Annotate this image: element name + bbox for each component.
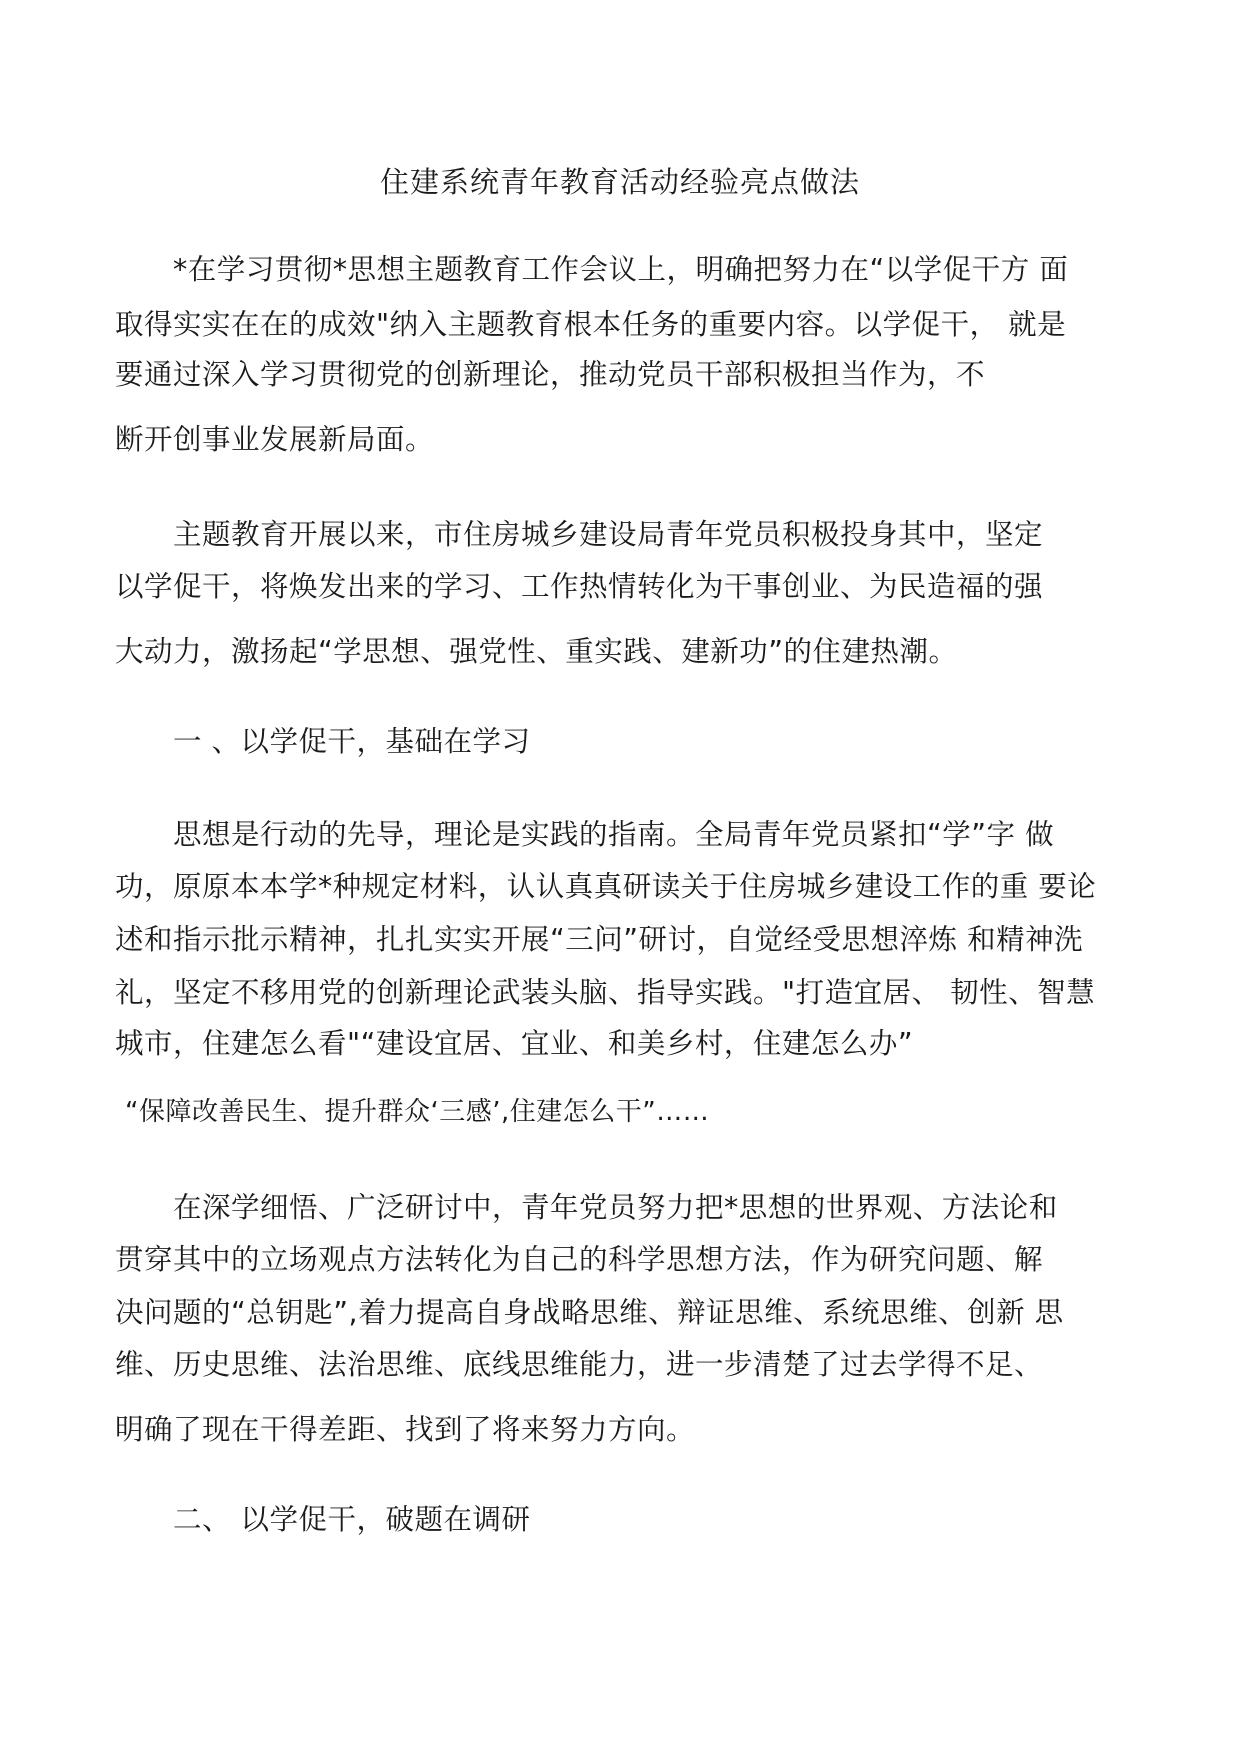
paragraph-line: 大动力，激扬起“学思想、强党性、重实践、建新功”的住建热潮。 bbox=[115, 635, 958, 668]
paragraph-line: 主题教育开展以来，市住房城乡建设局青年党员积极投身其中，坚定 bbox=[173, 518, 1044, 551]
paragraph-line: 以学促干，将焕发出来的学习、工作热情转化为干事创业、为民造福的强 bbox=[115, 570, 1044, 603]
section-heading: 二、 以学促干，破题在调研 bbox=[173, 1503, 531, 1536]
paragraph-line: 思想是行动的先导，理论是实践的指南。全局青年党员紧扣“学”字 做 bbox=[173, 818, 1055, 851]
document-title: 住建系统青年教育活动经验亮点做法 bbox=[379, 165, 860, 199]
paragraph-line: 决问题的“总钥匙”,着力提高自身战略思维、辩证思维、系统思维、创新 思 bbox=[115, 1296, 1064, 1329]
paragraph-line: 要通过深入学习贯彻党的创新理论，推动党员干部积极担当作为，不 bbox=[115, 358, 986, 391]
paragraph-line: 明确了现在干得差距、找到了将来努力方向。 bbox=[115, 1413, 696, 1446]
paragraph-line: 维、历史思维、法治思维、底线思维能力，进一步清楚了过去学得不足、 bbox=[115, 1348, 1044, 1381]
paragraph-line: 述和指示批示精神，扎扎实实开展“三问”研讨，自觉经受思想淬炼 和精神洗 bbox=[115, 923, 1084, 956]
paragraph-line: 功，原原本本学*种规定材料，认认真真研读关于住房城乡建设工作的重 要论 bbox=[115, 870, 1097, 903]
paragraph-line: 在深学细悟、广泛研讨中，青年党员努力把*思想的世界观、方法论和 bbox=[173, 1191, 1058, 1224]
section-heading: 一 、以学促干，基础在学习 bbox=[173, 725, 531, 758]
paragraph-line: *在学习贯彻*思想主题教育工作会议上，明确把努力在“以学促干方 面 bbox=[173, 253, 1069, 286]
paragraph-line: 取得实实在在的成效"纳入主题教育根本任务的重要内容。以学促干， 就是 bbox=[115, 308, 1067, 341]
paragraph-line: “保障改善民生、提升群众‘三感’,住建怎么干”…… bbox=[125, 1097, 710, 1127]
paragraph-line: 礼，坚定不移用党的创新理论武装头脑、指导实践。"打造宜居、 韧性、智慧 bbox=[115, 976, 1096, 1009]
paragraph-line: 断开创事业发展新局面。 bbox=[115, 423, 435, 456]
paragraph-line: 城市，住建怎么看"“建设宜居、宜业、和美乡村，住建怎么办” bbox=[115, 1027, 914, 1060]
paragraph-line: 贯穿其中的立场观点方法转化为自己的科学思想方法，作为研究问题、解 bbox=[115, 1243, 1044, 1276]
